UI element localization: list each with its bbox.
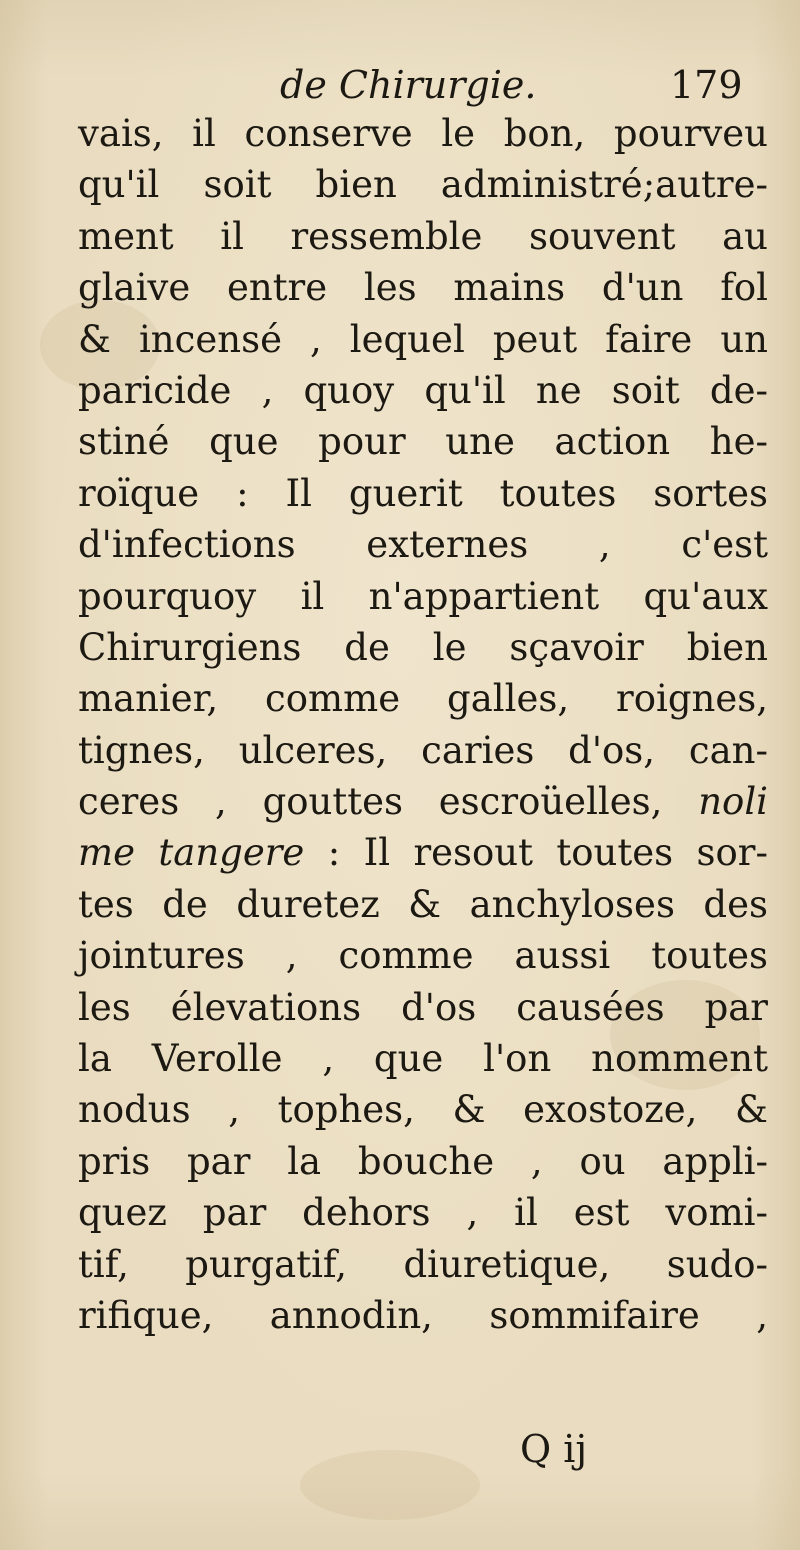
text-line (78, 314, 768, 365)
line-text: tes de duretez & anchyloses des (78, 882, 768, 926)
line-text: paricide , quoy qu'il ne soit de- (78, 368, 768, 412)
italic-phrase: me tangere (78, 831, 305, 875)
text-line (78, 930, 768, 981)
text-line (78, 622, 768, 673)
line-text: quez par dehors , il est vomi- (78, 1191, 768, 1235)
line-text: pris par la bouche , ou appli- (78, 1139, 768, 1183)
line-text: Chirurgiens de le sçavoir bien (78, 625, 768, 669)
text-line (78, 1136, 768, 1187)
line-text: & incensé , lequel peut faire un (78, 317, 768, 361)
line-text: d'infections externes , c'est (78, 523, 768, 567)
text-line (78, 725, 768, 776)
line-text: : Il resout toutes sor- (304, 831, 768, 875)
text-line (78, 1187, 768, 1238)
text-line (78, 468, 768, 519)
text-line (78, 519, 768, 570)
page-number: 179 (670, 63, 743, 107)
text-line (78, 1239, 768, 1290)
paper-stain (300, 1450, 480, 1520)
text-line (78, 416, 768, 467)
line-text: tif, purgatif, diuretique, sudo- (78, 1242, 768, 1286)
signature-mark: Q ij (520, 1427, 588, 1471)
text-line (78, 673, 768, 724)
line-text: tignes, ulceres, caries d'os, can- (78, 728, 768, 772)
line-text: qu'il soit bien administré;autre- (78, 163, 768, 207)
running-head (0, 60, 800, 114)
text-line (78, 1290, 768, 1341)
running-head-title: de Chirurgie. (280, 63, 537, 107)
line-text: la Verolle , que l'on nomment (78, 1037, 768, 1081)
text-line (78, 262, 768, 313)
text-line (78, 571, 768, 622)
line-text: nodus , tophes, & exostoze, & (78, 1088, 768, 1132)
text-line (78, 365, 768, 416)
body-text (78, 108, 768, 1341)
line-text: ceres , gouttes escroüelles, (78, 780, 699, 824)
text-line (78, 1084, 768, 1135)
text-line (78, 159, 768, 210)
line-text: roïque : Il guerit toutes sortes (78, 471, 768, 515)
line-text: jointures , comme aussi toutes (78, 934, 768, 978)
line-text: rifique, annodin, sommifaire , (78, 1293, 768, 1337)
line-text: pourquoy il n'appartient qu'aux (78, 574, 768, 618)
text-line (78, 879, 768, 930)
line-text: ment il ressemble souvent au (78, 214, 768, 258)
text-line (78, 827, 768, 878)
line-text: les élevations d'os causées par (78, 985, 768, 1029)
text-line (78, 1033, 768, 1084)
line-text: manier, comme galles, roignes, (78, 677, 768, 721)
text-line (78, 108, 768, 159)
text-line (78, 982, 768, 1033)
line-text: vais, il conserve le bon, pourveu (78, 112, 768, 155)
line-text: glaive entre les mains d'un fol (78, 266, 768, 310)
text-line (78, 776, 768, 827)
italic-phrase: noli (698, 780, 768, 824)
text-line (78, 211, 768, 262)
line-text: stiné que pour une action he- (78, 420, 768, 464)
